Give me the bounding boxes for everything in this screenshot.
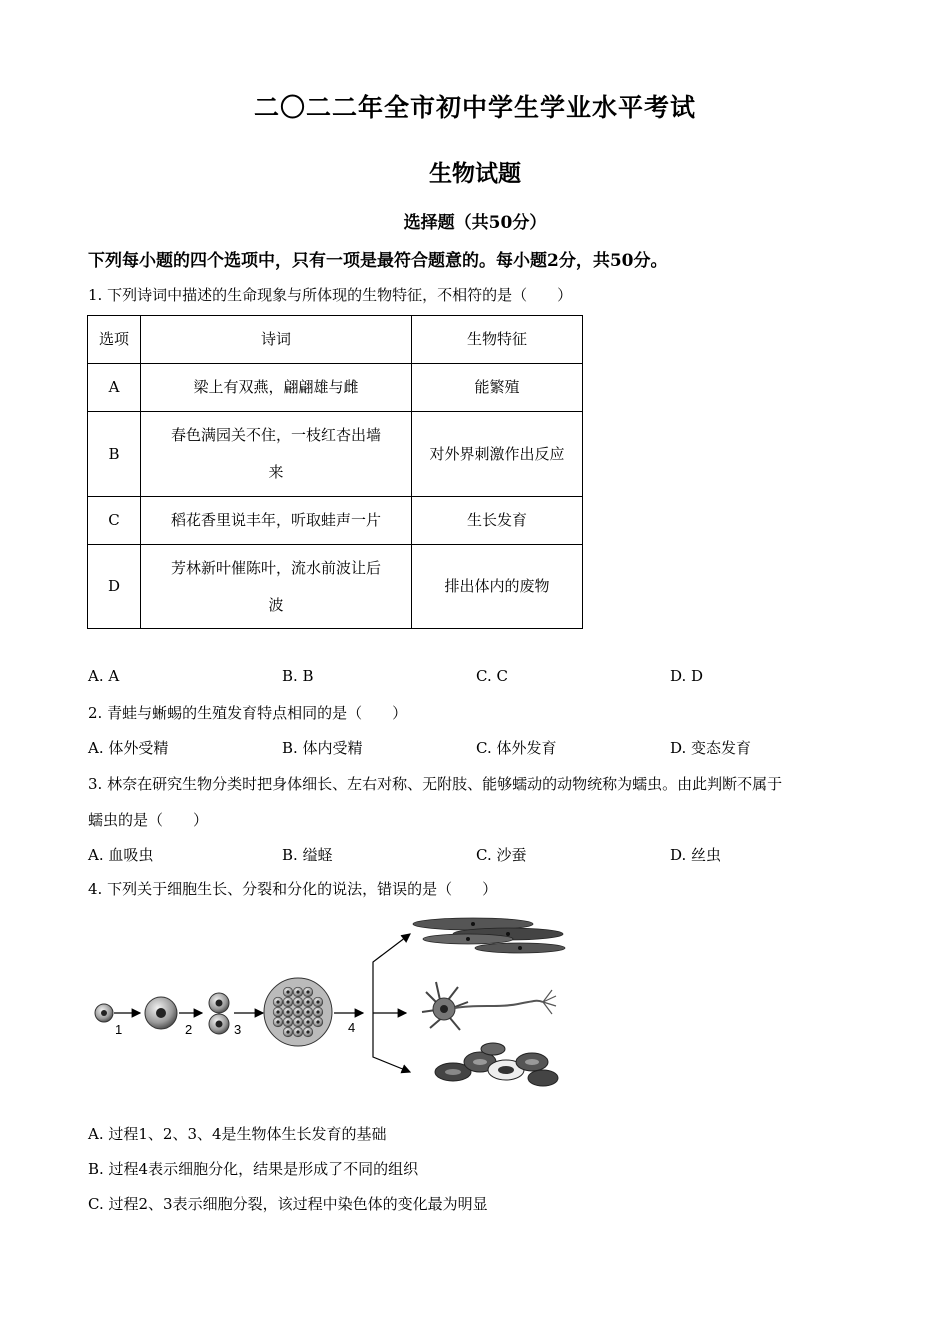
table-row <box>88 412 583 497</box>
q1-row-feature: 生长发育 <box>412 497 583 545</box>
table-row <box>88 497 583 545</box>
q1-table <box>87 315 583 629</box>
q1-table-header-row <box>88 316 583 364</box>
q3-option-b[interactable]: B. 缢蛏 <box>282 846 333 864</box>
exam-title: 二〇二二年全市初中学生学业水平考试 <box>253 93 696 122</box>
dividing-cells <box>209 993 229 1034</box>
poem-line: 稻花香里说丰年，听取蛙声一片 <box>170 511 381 529</box>
q1-row-feature: 能繁殖 <box>412 364 583 412</box>
q1-row-poem <box>141 412 412 497</box>
q2-stem: 2. 青蛙与蜥蜴的生殖发育特点相同的是（ ） <box>88 704 408 722</box>
q3-option-c[interactable]: C. 沙蚕 <box>476 846 527 864</box>
q4-stem: 4. 下列关于细胞生长、分裂和分化的说法，错误的是（ ） <box>88 880 498 898</box>
single-cell <box>95 1004 113 1022</box>
q1-header-feature: 生物特征 <box>412 316 583 364</box>
cell-cluster <box>264 978 332 1046</box>
poem-line: 波 <box>268 595 284 614</box>
q2-option-c[interactable]: C. 体外发育 <box>476 739 557 757</box>
q3-stem-line1: 3. 林奈在研究生物分类时把身体细长、左右对称、无附肢、能够蠕动的动物统称为蠕虫。由此判断不属于 <box>88 775 783 793</box>
q2-option-d[interactable]: D. 变态发育 <box>670 739 752 757</box>
q1-option-b[interactable]: B. B <box>282 667 314 685</box>
q3-option-a[interactable]: A. 血吸虫 <box>88 846 154 864</box>
grown-cell <box>145 997 177 1029</box>
q3-stem-line2: 蠕虫的是（ ） <box>88 811 209 829</box>
poem-line: 春色满园关不住，一枝红杏出墙 <box>170 426 381 444</box>
table-row <box>88 545 583 629</box>
q1-stem: 1. 下列诗词中描述的生命现象与所体现的生物特征，不相符的是（ ） <box>88 286 573 304</box>
branch-arrow-top <box>373 934 410 1013</box>
q1-row-poem <box>141 545 412 629</box>
label-3: 3 <box>234 1022 242 1037</box>
q1-row-option: A <box>88 364 141 412</box>
q1-row-option: C <box>88 497 141 545</box>
section-heading: 选择题（共50分） <box>403 213 547 233</box>
branch-arrow-bottom <box>373 1013 410 1072</box>
blood-cells <box>435 1043 558 1086</box>
q4-option-c[interactable]: C. 过程2、3表示细胞分裂，该过程中染色体的变化最为明显 <box>88 1195 488 1213</box>
q2-option-b[interactable]: B. 体内受精 <box>282 739 363 757</box>
q1-option-d[interactable]: D. D <box>670 667 704 685</box>
q1-option-a[interactable]: A. A <box>88 667 120 685</box>
instructions: 下列每小题的四个选项中，只有一项是最符合题意的。每小题2分，共50分。 <box>88 251 668 271</box>
q1-row-feature: 排出体内的废物 <box>412 545 583 629</box>
nerve-cell <box>422 982 556 1030</box>
cell-process-figure <box>88 912 568 1092</box>
poem-line: 芳林新叶催陈叶，流水前波让后 <box>170 558 381 577</box>
q1-row-feature: 对外界刺激作出反应 <box>412 412 583 497</box>
q1-header-option: 选项 <box>88 316 141 364</box>
q4-option-b[interactable]: B. 过程4表示细胞分化，结果是形成了不同的组织 <box>88 1160 419 1178</box>
q1-row-poem <box>141 364 412 412</box>
label-4: 4 <box>348 1020 356 1035</box>
q3-option-d[interactable]: D. 丝虫 <box>670 846 722 864</box>
q1-row-option: B <box>88 412 141 497</box>
q1-row-option: D <box>88 545 141 629</box>
q2-option-a[interactable]: A. 体外受精 <box>88 739 169 757</box>
poem-line: 来 <box>268 463 284 481</box>
q4-option-a[interactable]: A. 过程1、2、3、4是生物体生长发育的基础 <box>88 1125 387 1143</box>
q1-header-poem: 诗词 <box>141 316 412 364</box>
poem-line: 梁上有双燕，翩翩雄与雌 <box>193 378 359 396</box>
q1-option-c[interactable]: C. C <box>476 667 508 685</box>
muscle-tissue <box>413 918 565 953</box>
exam-subtitle: 生物试题 <box>429 160 521 187</box>
label-2: 2 <box>185 1022 193 1037</box>
label-1: 1 <box>115 1022 123 1037</box>
q1-row-poem <box>141 497 412 545</box>
table-row <box>88 364 583 412</box>
